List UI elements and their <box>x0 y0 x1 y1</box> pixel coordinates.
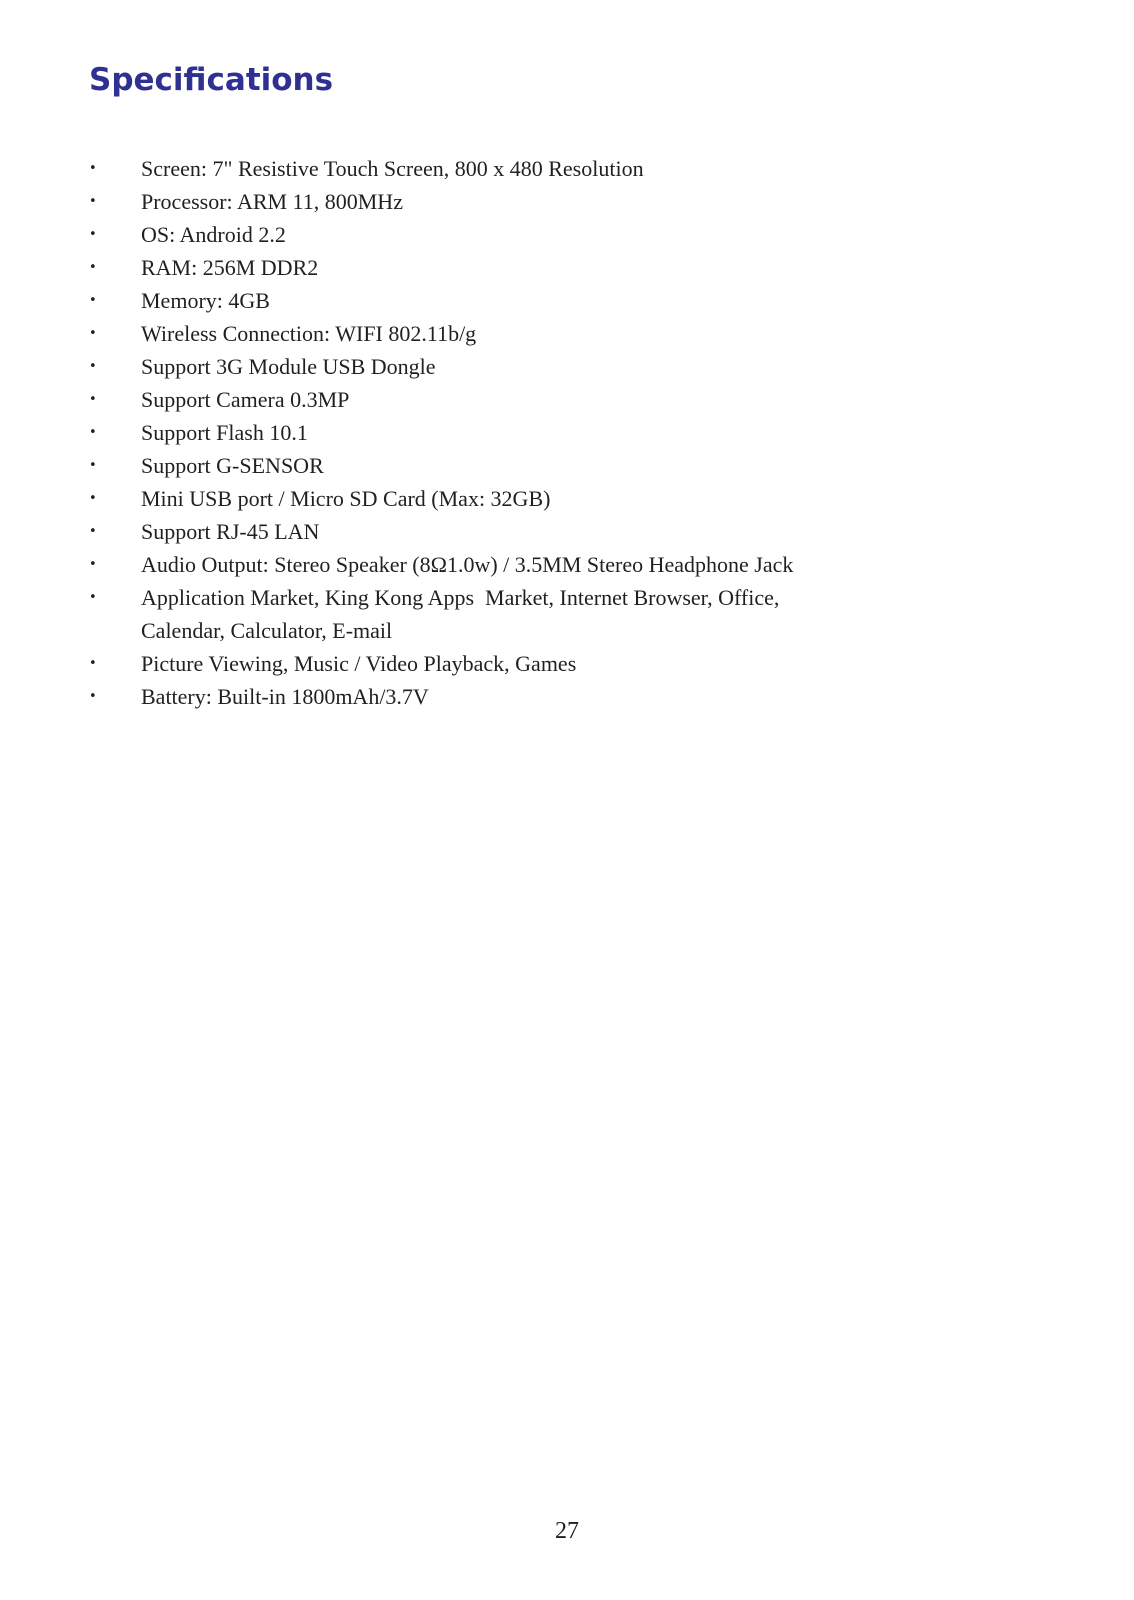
list-item <box>89 449 989 482</box>
bullet-icon: • <box>89 293 97 308</box>
list-item <box>89 317 989 350</box>
spec-text: Application Market, King Kong Apps Market, Internet Browser, Office, Calendar, Calculator, E-mail <box>141 585 785 643</box>
spec-text: Battery: Built-in 1800mAh/3.7V <box>141 684 429 709</box>
spec-text: Processor: ARM 11, 800MHz <box>141 189 403 214</box>
bullet-icon: • <box>89 260 97 275</box>
bullet-icon: • <box>89 161 97 176</box>
spec-text: Picture Viewing, Music / Video Playback, Games <box>141 651 577 676</box>
bullet-icon: • <box>89 326 97 341</box>
list-item <box>89 548 989 581</box>
list-item <box>89 152 989 185</box>
list-item <box>89 251 989 284</box>
page-number: 27 <box>555 1518 579 1544</box>
specifications-list <box>89 152 989 713</box>
spec-text: Support Camera 0.3MP <box>141 387 350 412</box>
bullet-icon: • <box>89 557 97 572</box>
spec-text: Support G-SENSOR <box>141 453 324 478</box>
list-item <box>89 581 989 647</box>
spec-text: Screen: 7" Resistive Touch Screen, 800 x 480 Resolution <box>141 156 644 181</box>
list-item <box>89 647 989 680</box>
bullet-icon: • <box>89 656 97 671</box>
list-item <box>89 383 989 416</box>
bullet-icon: • <box>89 392 97 407</box>
bullet-icon: • <box>89 491 97 506</box>
spec-text: Support RJ-45 LAN <box>141 519 320 544</box>
page-title: Specifications <box>89 62 334 98</box>
spec-text: RAM: 256M DDR2 <box>141 255 319 280</box>
list-item <box>89 284 989 317</box>
spec-text: Mini USB port / Micro SD Card (Max: 32GB) <box>141 486 551 511</box>
bullet-icon: • <box>89 458 97 473</box>
bullet-icon: • <box>89 590 97 605</box>
spec-text: Audio Output: Stereo Speaker (8Ω1.0w) / 3.5MM Stereo Headphone Jack <box>141 552 794 577</box>
bullet-icon: • <box>89 227 97 242</box>
spec-text: Wireless Connection: WIFI 802.11b/g <box>141 321 477 346</box>
list-item <box>89 218 989 251</box>
bullet-icon: • <box>89 524 97 539</box>
bullet-icon: • <box>89 359 97 374</box>
spec-text: OS: Android 2.2 <box>141 222 286 247</box>
bullet-icon: • <box>89 689 97 704</box>
list-item <box>89 350 989 383</box>
list-item <box>89 515 989 548</box>
bullet-icon: • <box>89 425 97 440</box>
list-item <box>89 416 989 449</box>
spec-text: Memory: 4GB <box>141 288 270 313</box>
spec-text: Support Flash 10.1 <box>141 420 308 445</box>
list-item <box>89 680 989 713</box>
spec-text: Support 3G Module USB Dongle <box>141 354 436 379</box>
bullet-icon: • <box>89 194 97 209</box>
list-item <box>89 482 989 515</box>
list-item <box>89 185 989 218</box>
